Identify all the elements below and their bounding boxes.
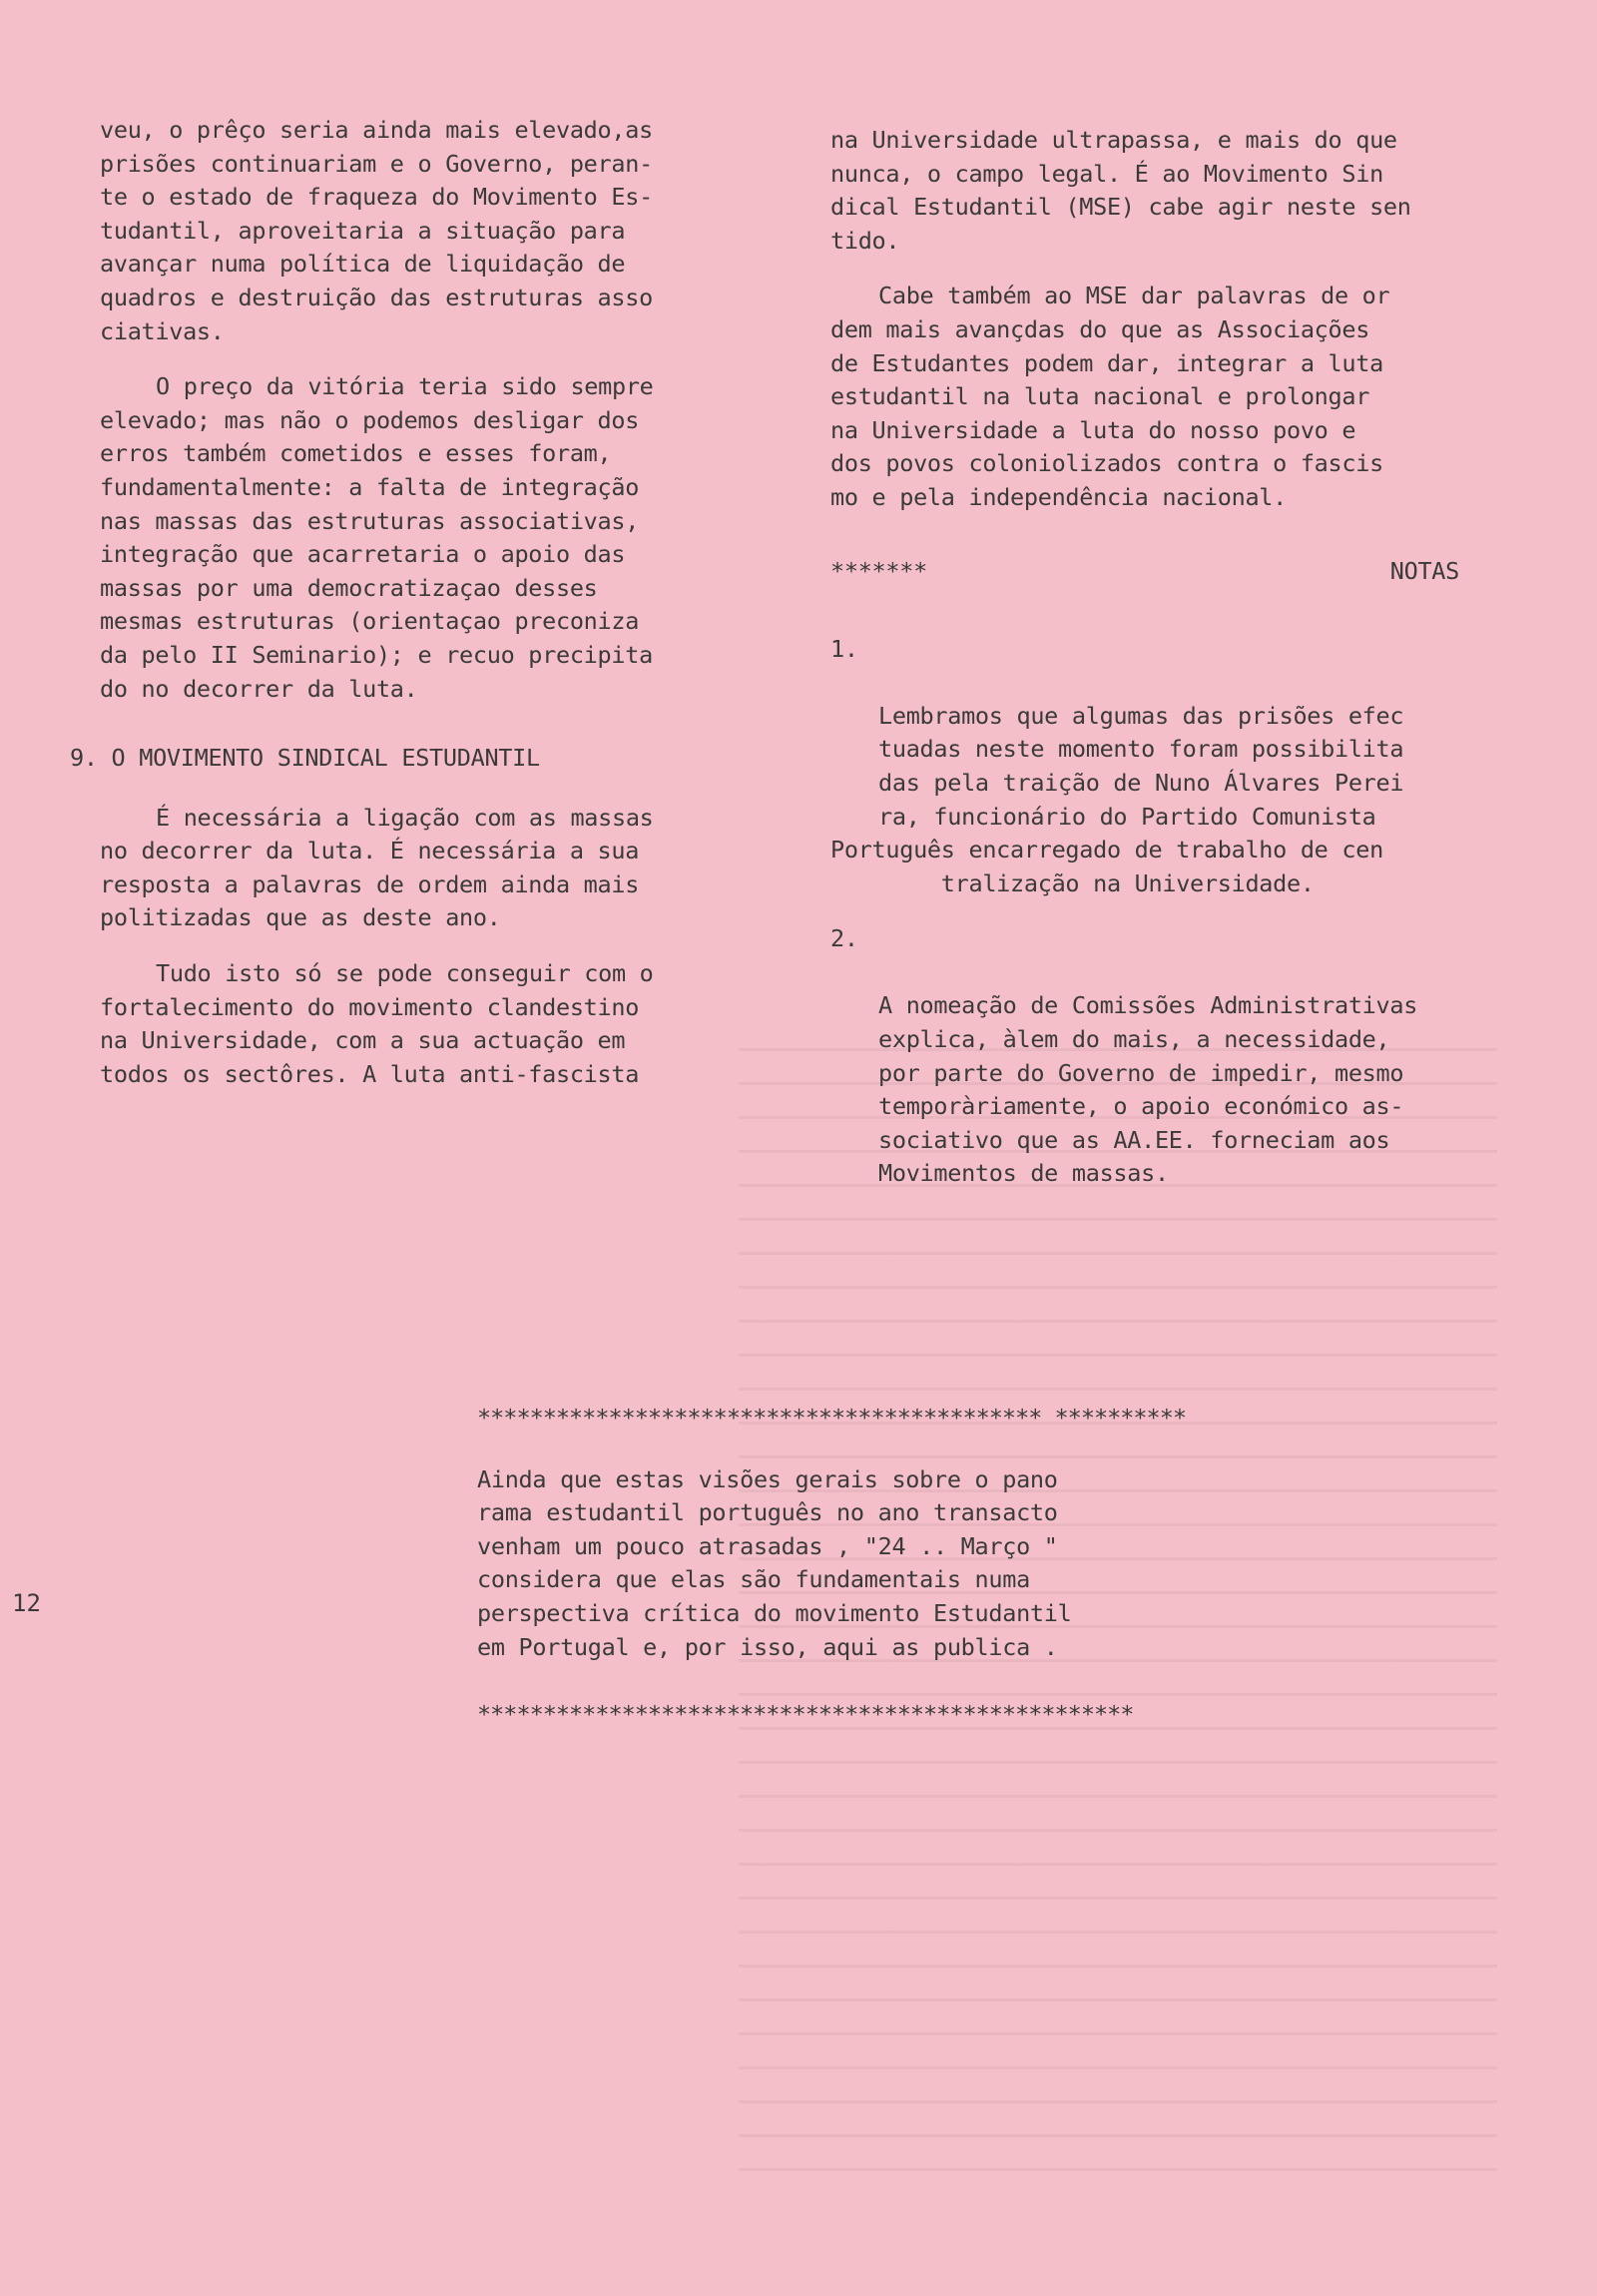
- left-paragraph-4: Tudo isto só se pode conseguir com o fortalecimento do movimento clandestino na Universidade, com a sua actuação em todos os sectôres. A luta anti-fascista: [100, 959, 654, 1088]
- closing-separator-top: ******************************************* **********: [477, 1404, 1187, 1432]
- note-number: 1.: [830, 634, 858, 663]
- section-heading: 9. O MOVIMENTO SINDICAL ESTUDANTIL: [70, 744, 540, 773]
- closing-separator-bottom: **************************************************: [477, 1700, 1134, 1729]
- notes-separator: *******: [830, 556, 927, 585]
- note-item-2: [830, 922, 1479, 1191]
- note-1-continuation: Português encarregado de trabalho de cen tralização na Universidade.: [830, 836, 1383, 897]
- closing-text: Ainda que estas visões gerais sobre o pano rama estudantil português no ano transacto venham um pouco atrasadas , "24 .. Março " considera que elas são fundamentais numa perspectiva crítica do movimento Estudantil em Portugal e, por isso, aqui as publica .: [477, 1464, 1072, 1661]
- right-paragraph-2: Cabe também ao MSE dar palavras de or dem mais avançdas do que as Associações de Estudantes podem dar, integrar a luta estudantil na luta nacional e prolongar na Universidade a luta do nosso povo e dos povos coloniolizados contra o fascis mo e pela independência nacional.: [830, 282, 1390, 511]
- left-paragraph-1: veu, o prêço seria ainda mais elevado,as prisões continuariam e o Governo, peran- te o estado de fraqueza do Movimento Es- tudantil, aproveitaria a situação para avançar numa política de liquidação de quadros e destruição das estruturas asso ciativas.: [100, 116, 653, 345]
- right-paragraph-1: na Universidade ultrapassa, e mais do que nunca, o campo legal. É ao Movimento Sin dical Estudantil (MSE) cabe agir neste sen tido.: [830, 126, 1411, 255]
- note-number: 2.: [830, 924, 858, 953]
- page-number: 12: [12, 1589, 41, 1617]
- notes-title: NOTAS: [1389, 556, 1459, 585]
- closing-note: [477, 1402, 1196, 1732]
- note-text: A nomeação de Comissões Administrativas explica, àlem do mais, a necessidade, por parte do Governo de impedir, mesmo temporàriamente, o apoio económico as- sociativo que as AA.EE. forneciam aos Movimentos de massas.: [878, 991, 1418, 1188]
- left-paragraph-2: O preço da vitória teria sido sempre elevado; mas não o podemos desligar dos erros também cometidos e esses foram, fundamentalmente: a falta de integração nas massas das estruturas associativas, integração que acarretaria o apoio das massas por uma democratizaçao desses mesmas estruturas (orientaçao preconiza da pelo II Seminario); e recuo precipita do no decorrer da luta.: [100, 372, 654, 703]
- left-column: [70, 114, 729, 1113]
- notes-header: [830, 555, 1479, 589]
- note-item-1: [830, 633, 1479, 835]
- left-paragraph-3: É necessária a ligação com as massas no decorrer da luta. É necessária a sua resposta a palavras de ordem ainda mais politizadas que as deste ano.: [100, 803, 654, 932]
- right-column: [830, 124, 1479, 1205]
- note-text: Lembramos que algumas das prisões efec tuadas neste momento foram possibilita das pela traição de Nuno Álvares Perei ra, funcionário do Partido Comunista: [878, 701, 1404, 831]
